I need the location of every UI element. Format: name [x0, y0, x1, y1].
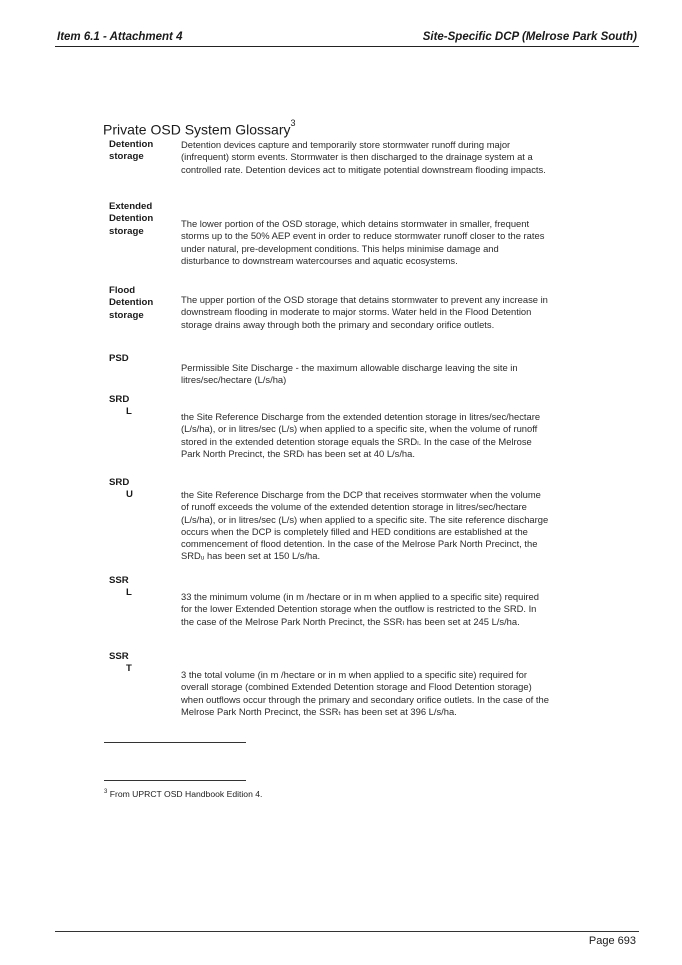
term-line: PSD	[109, 353, 129, 364]
title-text: Private OSD System Glossary	[103, 121, 291, 138]
header-item-label: Item 6.1 - Attachment 4	[57, 31, 183, 43]
page-title	[103, 118, 296, 138]
glossary-term	[109, 651, 132, 676]
term-subscript: T	[126, 663, 132, 675]
term-subscript: U	[126, 489, 133, 501]
term-line: storage	[109, 309, 144, 321]
glossary-definition: The upper portion of the OSD storage that detains stormwater to prevent any increase in downstream flooding in moderate to major storms. Water held in the Flood Detention storage drains away through both the primary and secondary orifice outlets.	[181, 294, 548, 330]
term-subscript: L	[126, 587, 132, 599]
glossary-definition: Permissible Site Discharge - the maximum allowable discharge leaving the site in litres/sec/hectare (L/s/ha)	[181, 362, 518, 386]
term-line: Extended	[109, 201, 153, 212]
glossary-term	[109, 353, 129, 365]
glossary-term	[109, 394, 132, 419]
term-line: Detention	[109, 139, 154, 150]
term-subscript: L	[126, 406, 132, 418]
glossary-term	[109, 201, 153, 238]
glossary-term	[109, 575, 132, 600]
section-end-rule	[104, 742, 246, 743]
term-line: storage	[109, 225, 144, 237]
glossary-term	[109, 285, 153, 322]
footnote-text: From UPRCT OSD Handbook Edition 4.	[109, 789, 263, 799]
footnote-separator	[104, 780, 246, 781]
title-footnote-ref[interactable]: 3	[290, 118, 296, 128]
term-main: SSR	[109, 651, 129, 662]
term-main: SSR	[109, 575, 129, 586]
header-document-title: Site-Specific DCP (Melrose Park South)	[422, 31, 637, 43]
term-line: Detention	[109, 213, 154, 225]
glossary-definition: The lower portion of the OSD storage, which detains stormwater in smaller, frequent storms up to the 50% AEP event in order to reduce stormwater runoff closer to the rates under natural, pre-development conditions. This helps minimise damage and disturbance to downstream watercourses and aquatic ecosystems.	[181, 218, 545, 266]
term-main: SRD	[109, 394, 130, 405]
glossary-term	[109, 139, 153, 164]
term-line: Detention	[109, 297, 154, 309]
page-number: Page 693	[588, 935, 636, 947]
glossary-term	[109, 477, 133, 502]
term-line: Flood	[109, 285, 136, 296]
footnote	[104, 789, 262, 799]
term-line: storage	[109, 151, 144, 163]
footnote-mark: 3	[104, 789, 108, 795]
glossary-definition: the Site Reference Discharge from the extended detention storage in litres/sec/hectare (L/s/ha), or in litres/sec (L/s) when applied to a specific site, when the volume of runoff stored in the extended detention storage equals the SRDₗ. In the case of the Melrose Park North Precinct, the SRDₗ has been set at 40 L/s/ha.	[181, 411, 541, 459]
glossary-definition: Detention devices capture and temporarily store stormwater runoff during major (infrequent) storm events. Stormwater is then discharged to the drainage system at a controlled rate. Detention devices act to mitigate potential downstream flooding impacts.	[181, 139, 546, 175]
glossary-definition: the Site Reference Discharge from the DCP that receives stormwater when the volume of runoff exceeds the volume of the extended detention storage in litres/sec/hectare (L/s/ha), or in litres/sec (L/s) when applied to a specific site. The site reference discharge occurs when the DCP is completely filled and HED conditions are established at the commencement of flood detention. In the case of the Melrose Park North Precinct, the SRDᵤ has been set at 150 L/s/ha.	[181, 489, 549, 562]
glossary-definition: 3 the total volume (in m /hectare or in m when applied to a specific site) required for overall storage (combined Extended Detention storage and Flood Detention storage) when outflows occur through the primary and secondary orifice outlets. In the case of the Melrose Park North Precinct, the SSRₜ has been set at 396 L/s/ha.	[181, 669, 549, 717]
header-rule	[55, 46, 639, 47]
footer-rule	[55, 931, 639, 932]
term-main: SRD	[109, 477, 130, 488]
glossary-definition: 33 the minimum volume (in m /hectare or in m when applied to a specific site) required for the lower Extended Detention storage when the outflow is restricted to the SRD. In the case of the Melrose Park North Precinct, the SSRₗ has been set at 245 L/s/ha.	[181, 591, 539, 627]
